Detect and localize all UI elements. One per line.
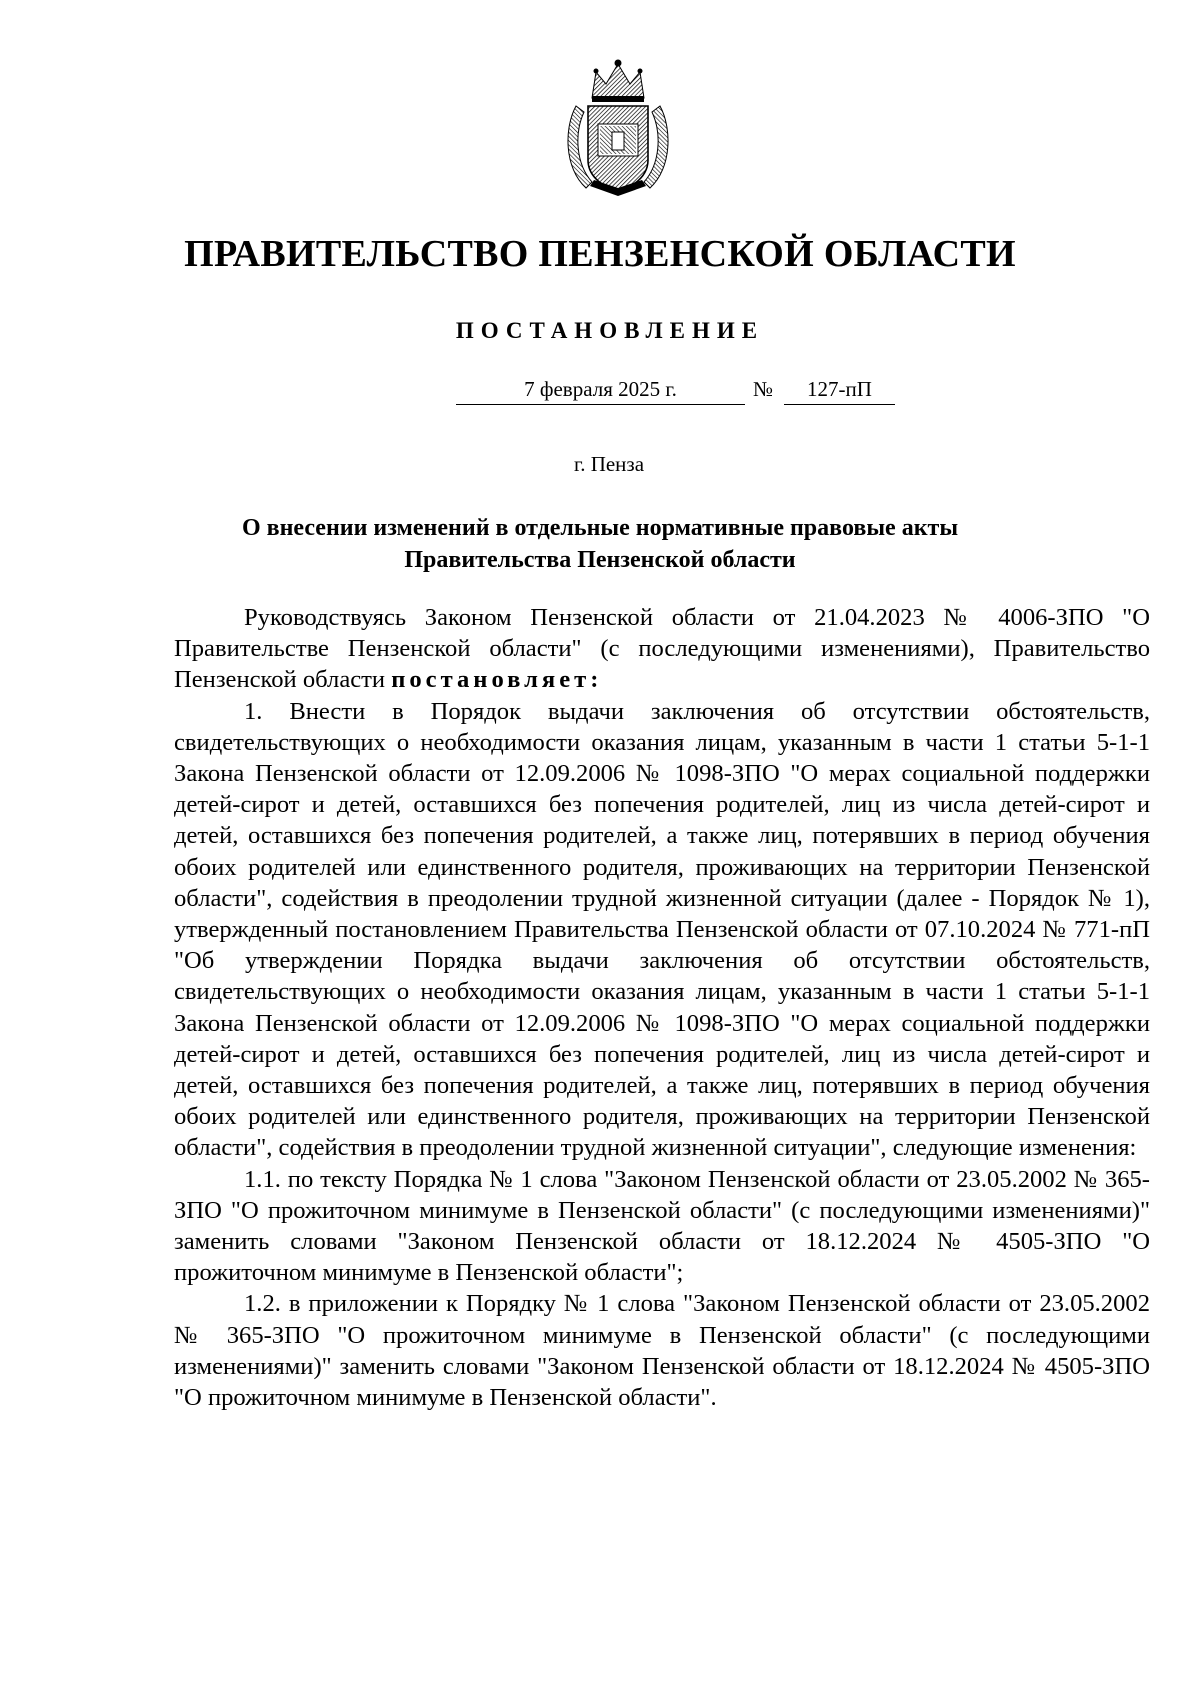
resolves-word: постановляет: <box>391 666 603 694</box>
document-body <box>174 602 1150 1413</box>
penza-coat-of-arms-icon <box>562 58 674 198</box>
title-line-1: О внесении изменений в отдельные нормативные правовые акты <box>241 515 959 541</box>
item-1-2-paragraph: 1.2. в приложении к Порядку № 1 слова "Законом Пензенской области от 23.05.2002 № 365-ЗПО "О прожиточном минимуме в Пензенской области" (с последующими изменениями)" заменить словами "Законом Пензенской области от 18.12.2024 № 4505-ЗПО "О прожиточном минимуме в Пензенской области". <box>174 1290 1150 1412</box>
title-line-2: Правительства Пензенской области <box>404 547 796 573</box>
organization-name: ПРАВИТЕЛЬСТВО ПЕНЗЕНСКОЙ ОБЛАСТИ <box>184 233 1016 275</box>
item-1-1-paragraph: 1.1. по тексту Порядка № 1 слова "Законом Пензенской области от 23.05.2002 № 365-ЗПО "О прожиточном минимуме в Пензенской области" (с последующими изменениями)" заменить словами "Законом Пензенской области от 18.12.2024 № 4505-ЗПО "О прожиточном минимуме в Пензенской области"; <box>174 1165 1150 1287</box>
document-date: 7 февраля 2025 г. <box>456 377 745 405</box>
document-title <box>0 512 1200 576</box>
preamble-paragraph <box>174 602 1150 696</box>
city: г. Пенза <box>573 452 645 476</box>
number-sign: № <box>752 377 774 401</box>
item-1-paragraph: 1. Внести в Порядок выдачи заключения об отсутствии обстоятельств, свидетельствующих о необходимости оказания лицам, указанным в части 1 статьи 5-1-1 Закона Пензенской области от 12.09.2006 № 1098-ЗПО "О мерах социальной поддержки детей-сирот и детей, оставшихся без попечения родителей, лиц из числа детей-сирот и детей, оставшихся без попечения родителей, а также лиц, потерявших в период обучения обоих родителей или единственного родителя, проживающих на территории Пензенской области", содействия в преодолении трудной жизненной ситуации (далее - Порядок № 1), утвержденный постановлением Правительства Пензенской области от 07.10.2024 № 771-пП "Об утверждении Порядка выдачи заключения об отсутствии обстоятельств, свидетельствующих о необходимости оказания лицам, указанным в части 1 статьи 5-1-1 Закона Пензенской области от 12.09.2006 № 1098-ЗПО "О мерах социальной поддержки детей-сирот и детей, оставшихся без попечения родителей, лиц из числа детей-сирот и детей, оставшихся без попечения родителей, а также лиц, потерявших в период обучения обоих родителей или единственного родителя, проживающих на территории Пензенской области", содействия в преодолении трудной жизненной ситуации", следующие изменения: <box>174 697 1150 1162</box>
document-number: 127-пП <box>784 377 895 405</box>
document-type: ПОСТАНОВЛЕНИЕ <box>455 318 765 343</box>
preamble-text: Руководствуясь Законом Пензенской области от 21.04.2023 № 4006-ЗПО "О Правительстве Пензенской области" (с последующими изменениями), Правительство Пензенской области <box>174 604 1150 694</box>
